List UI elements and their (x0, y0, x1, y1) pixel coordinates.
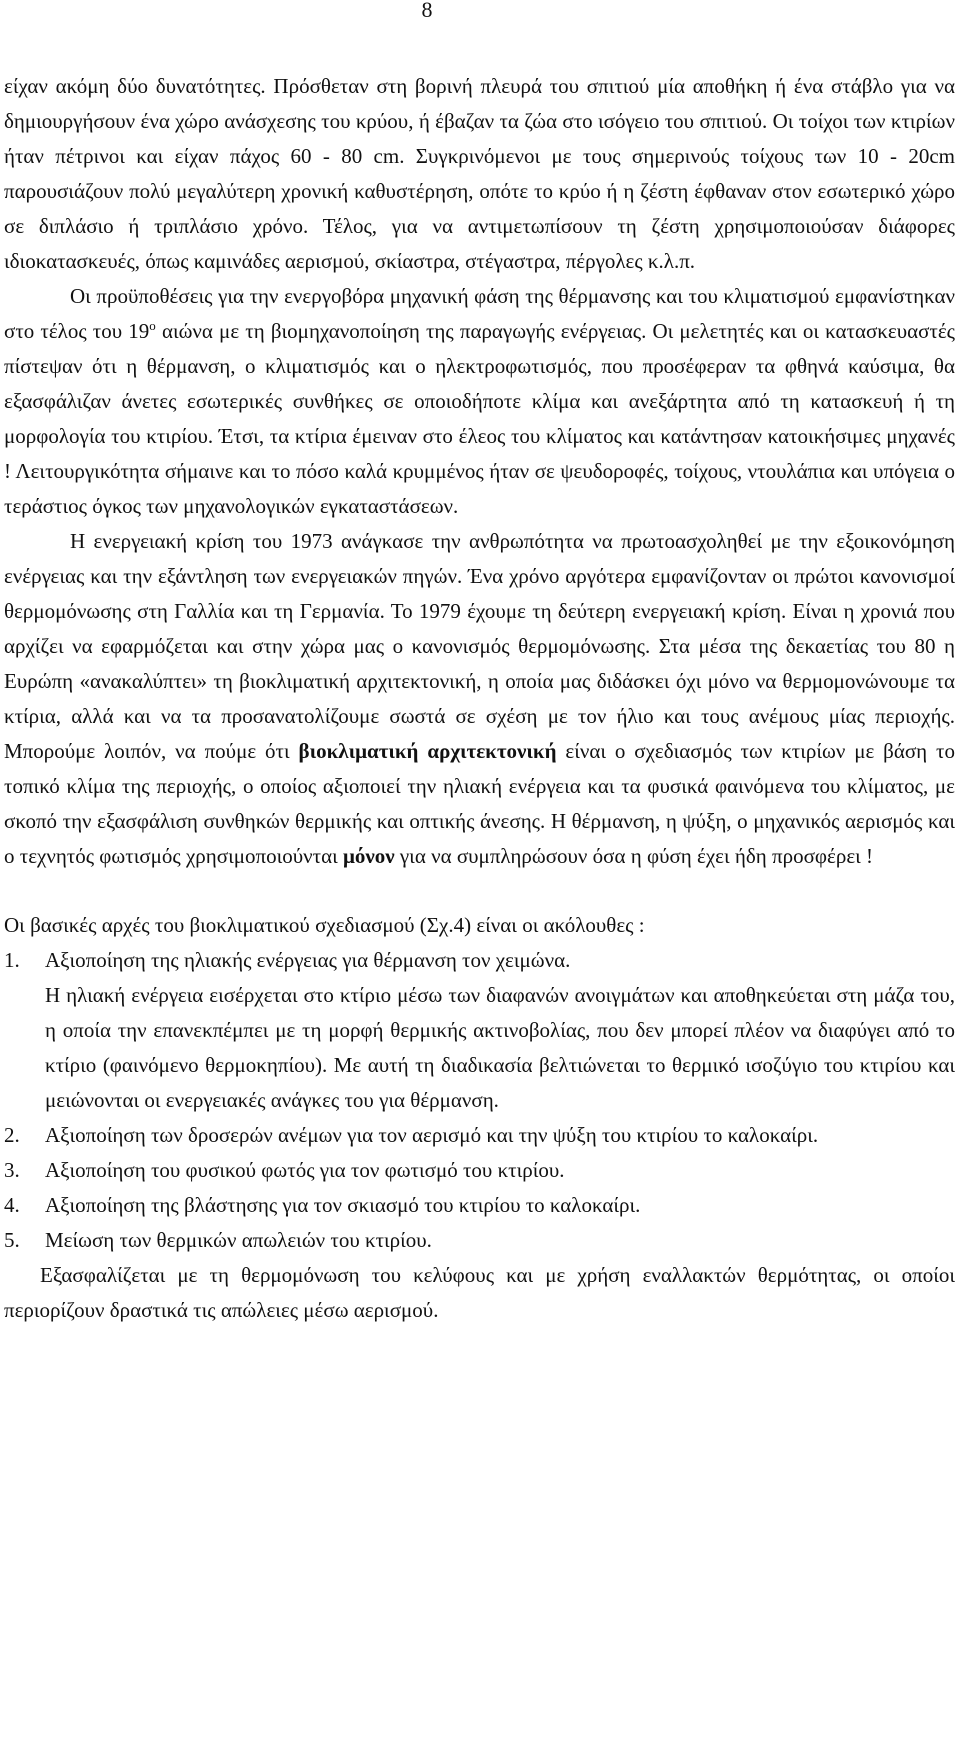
paragraph-energy-crisis-text-3: για να συμπληρώσουν όσα η φύση έχει ήδη προσφέρει ! (394, 844, 874, 868)
page-number: 8 (421, 0, 433, 22)
principle-number: 2. (4, 1123, 20, 1147)
ordinal-superscript: ο (149, 318, 156, 333)
principle-item-5 (4, 1223, 955, 1258)
principle-item-2 (4, 1118, 955, 1153)
principle-item-3 (4, 1153, 955, 1188)
principles-intro: Οι βασικές αρχές του βιοκλιματικού σχεδιασμού (Σχ.4) είναι οι ακόλουθες : (4, 913, 645, 937)
principle-title: Μείωση των θερμικών απωλειών του κτιρίου. (45, 1228, 432, 1252)
body-text (4, 69, 955, 1328)
paragraph-traditional-buildings: είχαν ακόμη δύο δυνατότητες. Πρόσθεταν στη βορινή πλευρά του σπιτιού μία αποθήκη ή ένα στάβλο για να δημιουργήσουν ένα χώρο ανάσχεσης του κρύου, ή έβαζαν τα ζώα στο ισόγειο του σπιτιού. Οι τοίχοι των κτιρίων ήταν πέτρινοι και είχαν πάχος 60 - 80 cm. Συγκρινόμενοι με τους σημερινούς τοίχους των 10 - 20cm παρουσιάζουν πολύ μεγαλύτερη χρονική καθυστέρηση, οπότε το κρύο ή η ζέστη έφθαναν στον εσωτερικό χώρο σε διπλάσιο ή τριπλάσιο χρόνο. Τέλος, για να αντιμετωπίσουν τη ζέστη χρησιμοποιούσαν διάφορες ιδιοκατασκευές, όπως καμινάδες αερισμού, σκίαστρα, στέγαστρα, πέργολες κ.λ.π. (4, 74, 955, 273)
term-bioclimatic-architecture: βιοκλιματική αρχιτεκτονική (298, 739, 557, 763)
principle-number: 3. (4, 1158, 20, 1182)
principle-title: Αξιοποίηση της ηλιακής ενέργειας για θέρμανση τον χειμώνα. (45, 948, 571, 972)
principles-list (4, 943, 955, 1258)
paragraph-energy-crisis (4, 524, 955, 874)
principle-number: 5. (4, 1228, 20, 1252)
emphasis-only: μόνον (342, 844, 395, 868)
paragraph-energy-crisis-text-2: είναι ο σχεδιασμός των κτιρίων με βάση το τοπικό κλίμα της περιοχής, ο οποίος αξιοποιεί την ηλιακή ενέργεια και τα φυσικά φαινόμενα του κλίματος, με σκοπό την εξασφάλιση συνθηκών θερμικής και οπτικής άνεσης. Η θέρμανση, η ψύξη, ο μηχανικός αερισμός και ο τεχνητός φωτισμός χρησιμοποιούνται (4, 739, 955, 868)
principle-item-1 (4, 943, 955, 1118)
paragraph-mechanical-phase-text-2: αιώνα με τη βιομηχανοποίηση της παραγωγής ενέργειας. Οι μελετητές και οι κατασκευαστές πίστεψαν ότι η θέρμανση, ο κλιματισμός και ο ηλεκτροφωτισμός, που προσέφεραν τα φθηνά καύσιμα, θα εξασφάλιζαν άνετες εσωτερικές συνθήκες σε οποιοδήποτε κλίμα και ανεξάρτητα από τη κατασκευή ή τη μορφολογία του κτιρίου. Έτσι, τα κτίρια έμειναν στο έλεος του κλίματος και κατάντησαν κατοικήσιμες μηχανές ! Λειτουργικότητα σήμαινε και το πόσο καλά κρυμμένος ήταν σε ψευδοροφές, τοίχους, ντουλάπια και υπόγεια ο τεράστιος όγκος των μηχανολογικών εγκαταστάσεων. (4, 319, 955, 518)
principle-title: Αξιοποίηση των δροσερών ανέμων για τον αερισμό και την ψύξη του κτιρίου το καλοκαίρι. (45, 1123, 819, 1147)
paragraph-energy-crisis-text-1: Η ενεργειακή κρίση του 1973 ανάγκασε την ανθρωπότητα να πρωτοασχοληθεί με την εξοικονόμηση ενέργειας και την εξάντληση των ενεργειακών πηγών. Ένα χρόνο αργότερα εμφανίζονταν οι πρώτοι κανονισμοί θερμομόνωσης στη Γαλλία και τη Γερμανία. Το 1979 έχουμε τη δεύτερη ενεργειακή κρίση. Είναι η χρονιά που αρχίζει να εφαρμόζεται και στην χώρα μας ο κανονισμός θερμομόνωσης. Στα μέσα της δεκαετίας του 80 η Ευρώπη «ανακαλύπτει» τη βιοκλιματική αρχιτεκτονική, η οποία μας διδάσκει όχι μόνο να θερμομονώνουμε τα κτίρια, αλλά και να τα προσανατολίζουμε σωστά σε σχέση με τον ήλιο και τους ανέμους μίας περιοχής. Μπορούμε λοιπόν, να πούμε ότι (4, 529, 955, 763)
principle-title: Αξιοποίηση της βλάστησης για τον σκιασμό του κτιρίου το καλοκαίρι. (45, 1193, 641, 1217)
principle-item-4 (4, 1188, 955, 1223)
paragraph-mechanical-phase (4, 279, 955, 524)
principle-number: 4. (4, 1193, 20, 1217)
principle-number: 1. (4, 948, 20, 972)
closing-paragraph: Εξασφαλίζεται με τη θερμομόνωση του κελύφους και με χρήση εναλλακτών θερμότητας, οι οποίοι περιορίζουν δραστικά τις απώλειες μέσω αερισμού. (4, 1263, 955, 1322)
principle-detail: Η ηλιακή ενέργεια εισέρχεται στο κτίριο μέσω των διαφανών ανοιγμάτων και αποθηκεύεται στη μάζα του, η οποία την επανεκπέμπει με τη μορφή θερμικής ακτινοβολίας, που δεν μπορεί πλέον να διαφύγει από το κτίριο (φαινόμενο θερμοκηπίου). Με αυτή τη διαδικασία βελτιώνεται το θερμικό ισοζύγιο του κτιρίου και μειώνονται οι ενεργειακές ανάγκες του για θέρμανση. (45, 983, 955, 1112)
principle-title: Αξιοποίηση του φυσικού φωτός για τον φωτισμό του κτιρίου. (45, 1158, 565, 1182)
paragraph-mechanical-phase-text-1: Οι προϋποθέσεις για την ενεργοβόρα μηχανική φάση της θέρμανσης και του κλιματισμού εμφανίστηκαν στο τέλος του 19 (4, 284, 955, 343)
